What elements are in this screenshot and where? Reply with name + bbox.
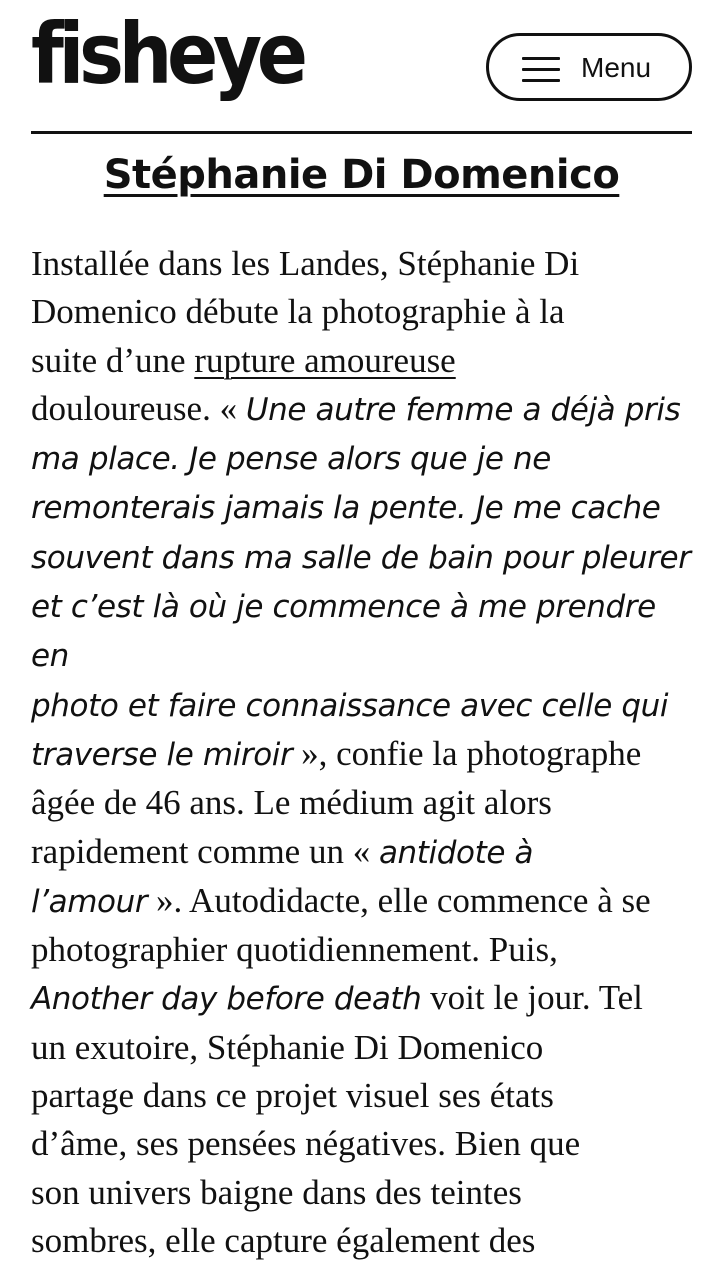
article-text: Domenico débute la photographie à la: [31, 292, 565, 332]
fisheye-logo[interactable]: fisheye: [31, 5, 303, 103]
article-quote: Une autre femme a déjà pris: [245, 391, 681, 428]
page-title-link[interactable]: Stéphanie Di Domenico: [103, 152, 620, 198]
rupture-amoureuse-link[interactable]: rupture amoureuse: [194, 340, 456, 380]
menu-label: Menu: [581, 52, 652, 83]
article-body: [31, 240, 699, 1265]
article-text: ». Autodidacte, elle commence à se: [147, 880, 651, 920]
article-text: partage dans ce projet visuel ses états: [31, 1076, 554, 1116]
article-quote: l’amour: [31, 883, 148, 920]
article-quote: antidote à: [378, 834, 534, 871]
article-text: d’âme, ses pensées négatives. Bien que: [31, 1124, 581, 1164]
article-text: », confie la photographe: [292, 733, 642, 773]
site-header: [31, 0, 692, 134]
menu-button[interactable]: [486, 33, 692, 101]
article-text: son univers baigne dans des teintes: [31, 1172, 522, 1212]
article-text: suite d’une: [31, 340, 195, 380]
article-quote: photo et faire connaissance avec celle qui: [31, 687, 669, 724]
hamburger-icon: [522, 57, 560, 81]
article-text: âgée de 46 ans. Le médium agit alors: [31, 783, 552, 823]
article-quote: souvent dans ma salle de bain pour pleurer: [31, 539, 691, 576]
page-title: [0, 150, 723, 200]
article-text: douloureuse. «: [31, 388, 246, 428]
article-text: Installée dans les Landes, Stéphanie Di: [31, 244, 580, 283]
article-quote: traverse le miroir: [31, 736, 293, 773]
article-quote: et c’est là où je commence à me prendre en: [31, 589, 656, 675]
article-text: un exutoire, Stéphanie Di Domenico: [31, 1027, 544, 1067]
article-text: voit le jour. Tel: [421, 978, 643, 1018]
article-text: rapidement comme un «: [31, 831, 379, 871]
article-quote: remonterais jamais la pente. Je me cache: [31, 490, 661, 527]
article-text: photographier quotidiennement. Puis,: [31, 930, 558, 970]
article-quote: ma place. Je pense alors que je ne: [31, 441, 551, 478]
project-title: Another day before death: [31, 981, 422, 1018]
article-text: sombres, elle capture également des: [31, 1220, 536, 1260]
